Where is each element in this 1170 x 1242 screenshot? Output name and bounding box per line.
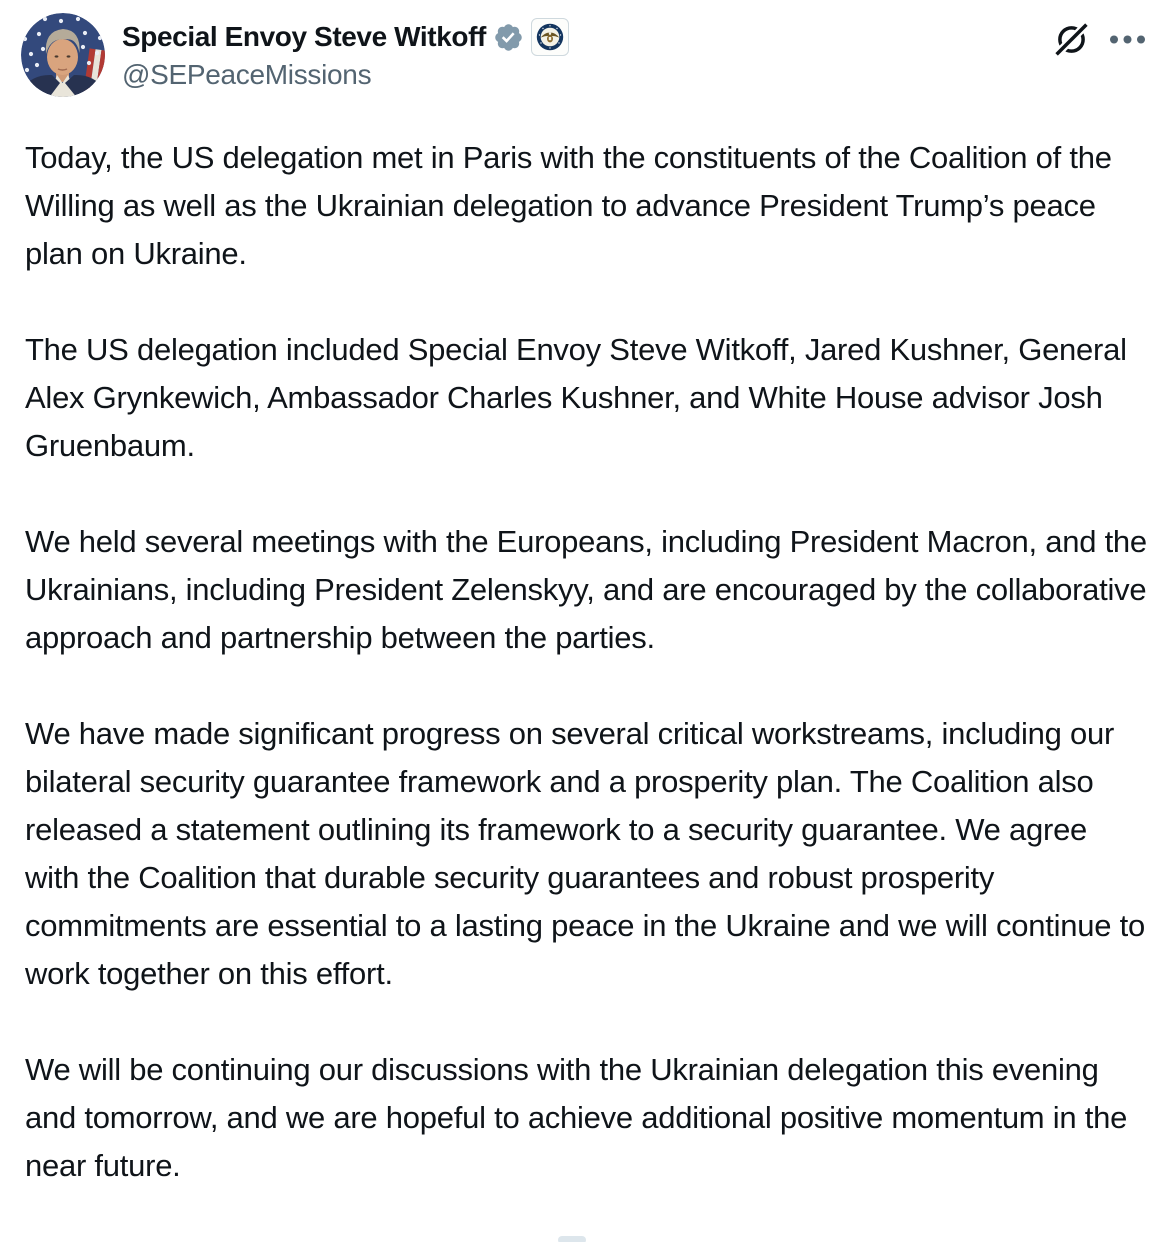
three-dots-more-icon bbox=[1109, 34, 1146, 45]
user-info bbox=[122, 13, 1053, 92]
tweet-body bbox=[0, 134, 1170, 1190]
tweet-paragraph: We have made significant progress on several critical workstreams, including our bilateral security guarantee framework and a prosperity plan. The Coalition also released a statement outlining its framework to a security guarantee. We agree with the Coalition that durable security guarantees and robust prosperity commitments are essential to a lasting peace in the Ukraine and we will continue to work together on this effort. bbox=[25, 716, 1145, 991]
verified-badge-icon bbox=[493, 22, 524, 53]
tweet-paragraph: We held several meetings with the Europeans, including President Macron, and the Ukrainians, including President Zelenskyy, and are encouraged by the collaborative approach and partnership between the parties. bbox=[25, 524, 1147, 655]
tweet-header bbox=[0, 0, 1170, 97]
name-row bbox=[122, 18, 1053, 56]
user-handle[interactable]: @SEPeaceMissions bbox=[122, 59, 372, 90]
header-actions bbox=[1053, 21, 1146, 58]
grok-icon bbox=[1053, 21, 1090, 58]
tweet-paragraph: Today, the US delegation met in Paris with the constituents of the Coalition of the Willing as well as the Ukrainian delegation to advance President Trump’s peace plan on Ukraine. bbox=[25, 140, 1112, 271]
partial-element-below-fold bbox=[558, 1236, 586, 1242]
affiliate-badge-state-department[interactable] bbox=[531, 18, 569, 56]
grok-button[interactable] bbox=[1053, 21, 1090, 58]
more-button[interactable] bbox=[1109, 34, 1146, 45]
tweet-paragraph: The US delegation included Special Envoy Steve Witkoff, Jared Kushner, General Alex Grynkewich, Ambassador Charles Kushner, and White House advisor Josh Gruenbaum. bbox=[25, 332, 1127, 463]
avatar[interactable] bbox=[21, 13, 105, 97]
tweet-paragraph: We will be continuing our discussions with the Ukrainian delegation this evening and tomorrow, and we are hopeful to achieve additional positive momentum in the near future. bbox=[25, 1052, 1128, 1183]
avatar-photo bbox=[21, 13, 105, 97]
state-department-seal-icon bbox=[535, 22, 565, 52]
display-name[interactable]: Special Envoy Steve Witkoff bbox=[122, 21, 486, 52]
